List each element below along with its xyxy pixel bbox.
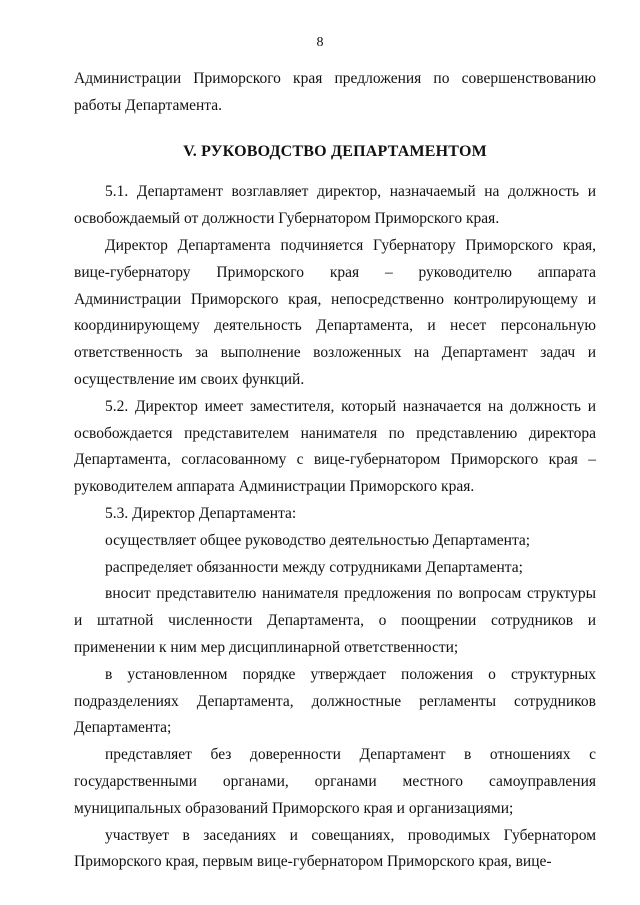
list-item-general-management: осуществляет общее руководство деятельностью Департамента; bbox=[105, 531, 531, 549]
list-item-participates-meetings: участвует в заседаниях и совещаниях, проводимых Губернатором Приморского края, первым вице-губернатором Приморского края, вице- bbox=[74, 826, 596, 871]
intro-paragraph: Администрации Приморского края предложения по совершенствованию работы Департамента. bbox=[74, 70, 596, 114]
paragraph-director-subordination: Директор Департамента подчиняется Губернатору Приморского края, вице-губернатору Приморского края – руководителю аппарата Администрации Приморского края, непосредственно контролирующему и координирующему деятельность Департамента, и несет персональную ответственность за выполнение возложенных на Департамент задач и осуществление им своих функций. bbox=[74, 236, 596, 388]
list-item-approves-regulations: в установленном порядке утверждает положения о структурных подразделениях Департамента, должностные регламенты сотрудников Департамента; bbox=[74, 665, 596, 737]
paragraph-5-3: 5.3. Директор Департамента: bbox=[105, 504, 297, 522]
section-heading: V. РУКОВОДСТВО ДЕПАРТАМЕНТОМ bbox=[183, 142, 487, 160]
document-body bbox=[74, 66, 596, 876]
list-item-submits-proposals: вносит представителю нанимателя предложения по вопросам структуры и штатной численности Департамента, о поощрении сотрудников и применении к ним мер дисциплинарной ответственности; bbox=[74, 585, 596, 656]
paragraph-5-2: 5.2. Директор имеет заместителя, который назначается на должность и освобождается представителем нанимателя по представлению директора Департамента, согласованному с вице-губернатором Приморского края – руководителем аппарата Администрации Приморского края. bbox=[74, 397, 596, 496]
paragraph-5-1: 5.1. Департамент возглавляет директор, назначаемый на должность и освобождаемый от должности Губернатором Приморского края. bbox=[74, 183, 596, 228]
list-item-distributes-duties: распределяет обязанности между сотрудниками Департамента; bbox=[105, 558, 523, 576]
page-number: 8 bbox=[316, 35, 324, 50]
list-item-represents-department: представляет без доверенности Департамент в отношениях с государственными органами, органами местного самоуправления муниципальных образований Приморского края и организациями; bbox=[74, 746, 596, 817]
